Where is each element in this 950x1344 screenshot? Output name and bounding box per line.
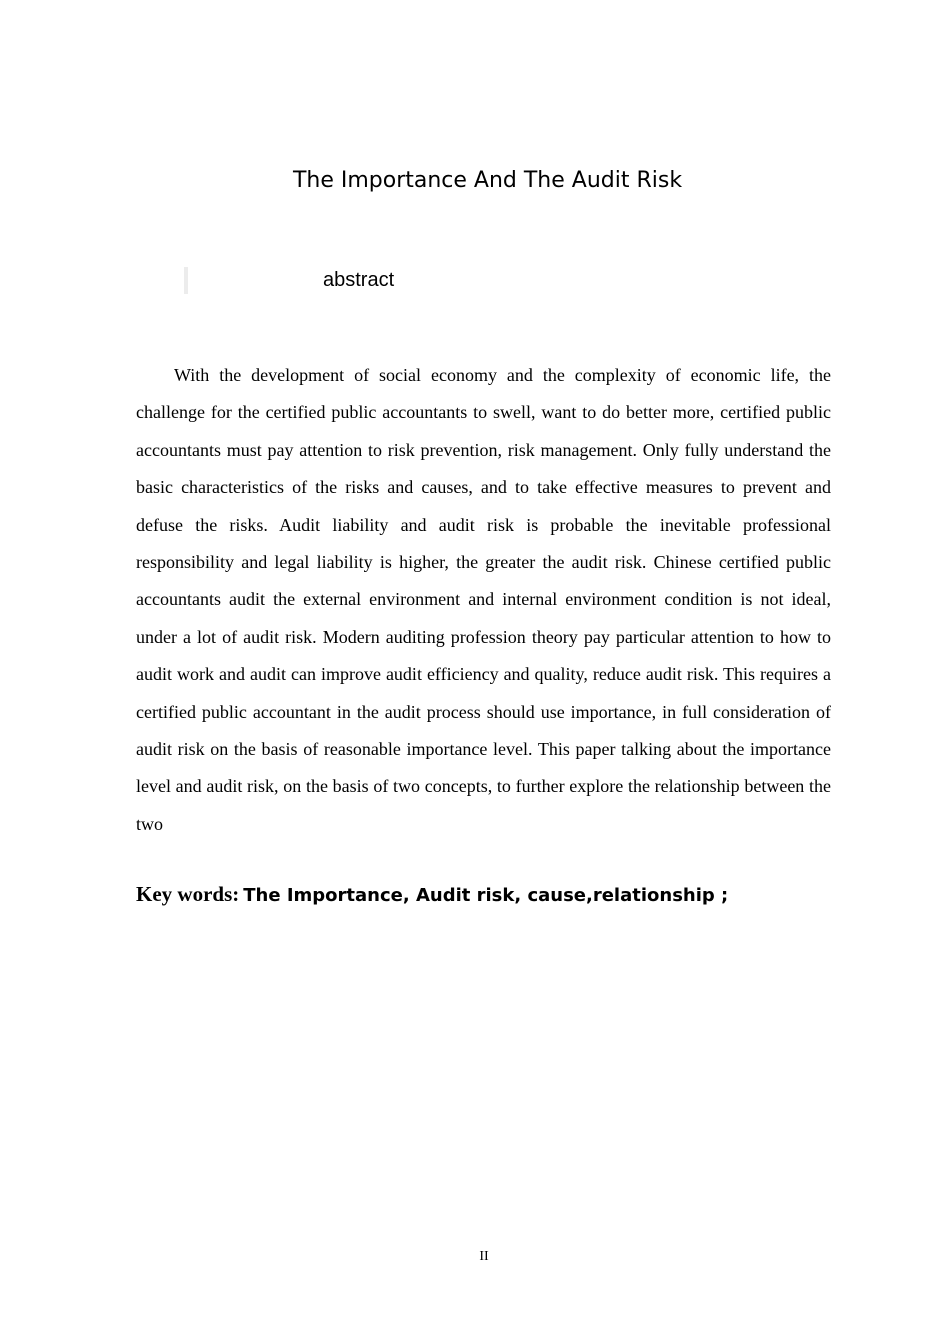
keywords-line — [136, 882, 876, 907]
abstract-body: With the development of social economy and the complexity of economic life, the challenge for the certified public accountants to swell, want to do better more, certified public accountants must pay attention to risk prevention, risk management. Only fully understand the basic characteristics of the risks and causes, and to take effective measures to prevent and defuse the risks. Audit liability and audit risk is probable the inevitable professional responsibility and legal liability is higher, the greater the audit risk. Chinese certified public accountants audit the external environment and internal environment condition is not ideal, under a lot of audit risk. Modern auditing profession theory pay particular attention to how to audit work and audit can improve audit efficiency and quality, reduce audit risk. This requires a certified public accountant in the audit process should use importance, in full consideration of audit risk on the basis of reasonable importance level. This paper talking about the importance level and audit risk, on the basis of two concepts, to further explore the relationship between the two — [136, 365, 831, 834]
abstract-heading: abstract — [323, 269, 395, 291]
keywords-label: Key words: — [136, 882, 240, 906]
keywords-value: The Importance, Audit risk, cause,relationship ; — [243, 885, 729, 906]
page-title: The Importance And The Audit Risk — [292, 168, 683, 193]
margin-mark — [184, 267, 188, 294]
page-number: II — [479, 1249, 489, 1264]
